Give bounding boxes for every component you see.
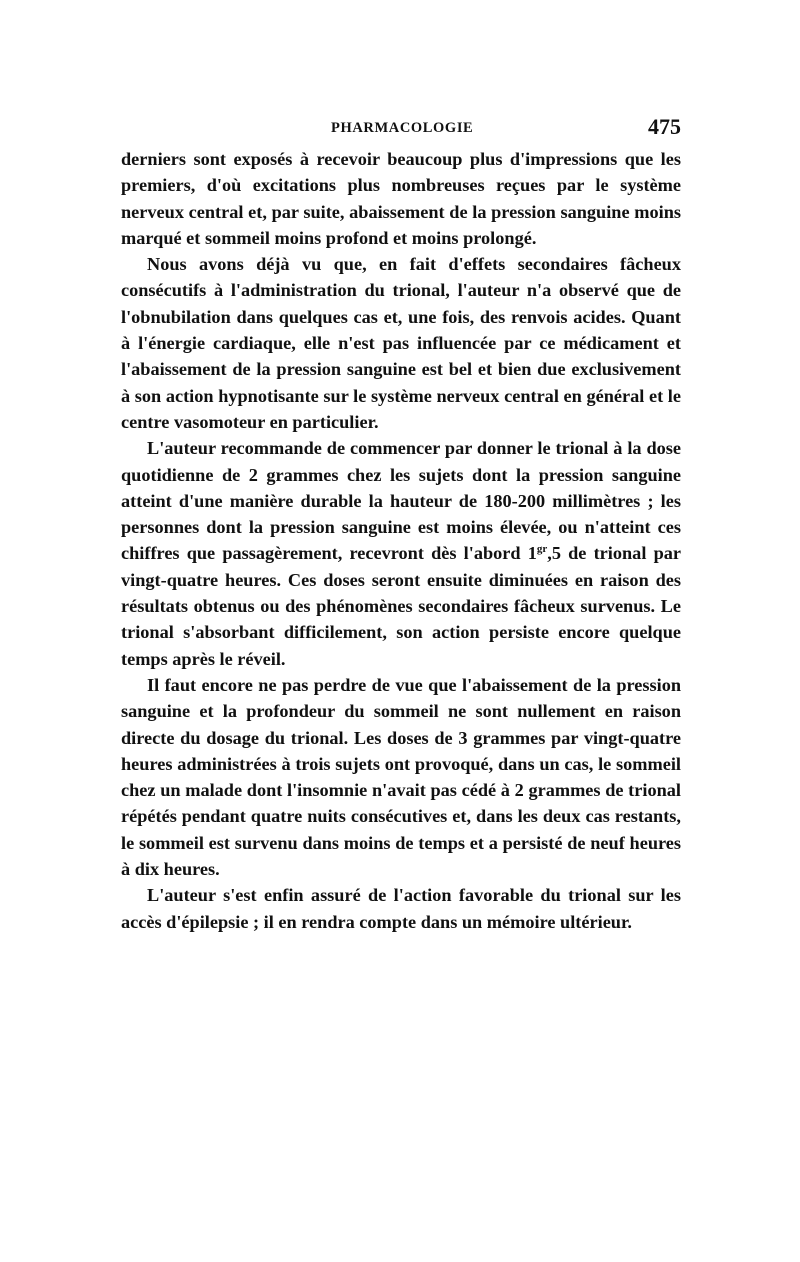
- running-head-title: PHARMACOLOGIE: [331, 120, 474, 136]
- paragraph-dose-effect: Il faut encore ne pas perdre de vue que l'abaissement de la pression sanguine et la profondeur du sommeil ne sont nullement en raison directe du dosage du trional. Les doses de 3 grammes par vingt-quatre heures administrées à trois sujets ont provoqué, dans un cas, le sommeil chez un malade dont l'insomnie n'avait pas cédé à 2 grammes de trional répétés pendant quatre nuits consécutives et, dans les deux cas restants, le sommeil est survenu dans moins de temps et a persisté de neuf heures à dix heures.: [121, 674, 681, 880]
- running-head: [121, 112, 681, 146]
- body-text: [121, 146, 681, 935]
- book-page: [121, 112, 681, 935]
- paragraph-side-effects: Nous avons déjà vu que, en fait d'effets secondaires fâcheux consécutifs à l'administration du trional, l'auteur n'a observé que de l'obnubilation dans quelques cas et, une fois, des renvois acides. Quant à l'énergie cardiaque, elle n'est pas influencée par ce médicament et l'abaissement de la pression sanguine est bel et bien due exclusivement à son action hypnotisante sur le système nerveux central en général et le centre vasomoteur en particulier.: [121, 254, 681, 432]
- page-number: 475: [648, 114, 681, 139]
- paragraph-continuation: derniers sont exposés à recevoir beaucoup plus d'impressions que les premiers, d'où excitations plus nombreuses reçues par le système nerveux central et, par suite, abaissement de la pression sanguine moins marqué et sommeil moins profond et moins prolongé.: [121, 149, 681, 248]
- paragraph-epilepsy: L'auteur s'est enfin assuré de l'action favorable du trional sur les accès d'épilepsie ; il en rendra compte dans un mémoire ultérieur.: [121, 885, 681, 932]
- gram-abbreviation: gr: [536, 543, 548, 556]
- dosage-text-before: L'auteur recommande de commencer par donner le trional à la dose quotidienne de 2 grammes chez les sujets dont la pression sanguine atteint d'une manière durable la hauteur de 180-200 millimètres ; les personnes dont la pression sanguine est moins élevée, ou n'atteint ces chiffres que passagèrement, recevront dès l'abord 1: [121, 438, 681, 564]
- paragraph-dosage: [121, 435, 681, 672]
- dosage-text-after: ,5 de trional par vingt-quatre heures. Ces doses seront ensuite diminuées en raison des résultats obtenus ou des phénomènes secondaires fâcheux survenus. Le trional s'absorbant difficilement, son action persiste encore quelque temps après le réveil.: [121, 543, 681, 669]
